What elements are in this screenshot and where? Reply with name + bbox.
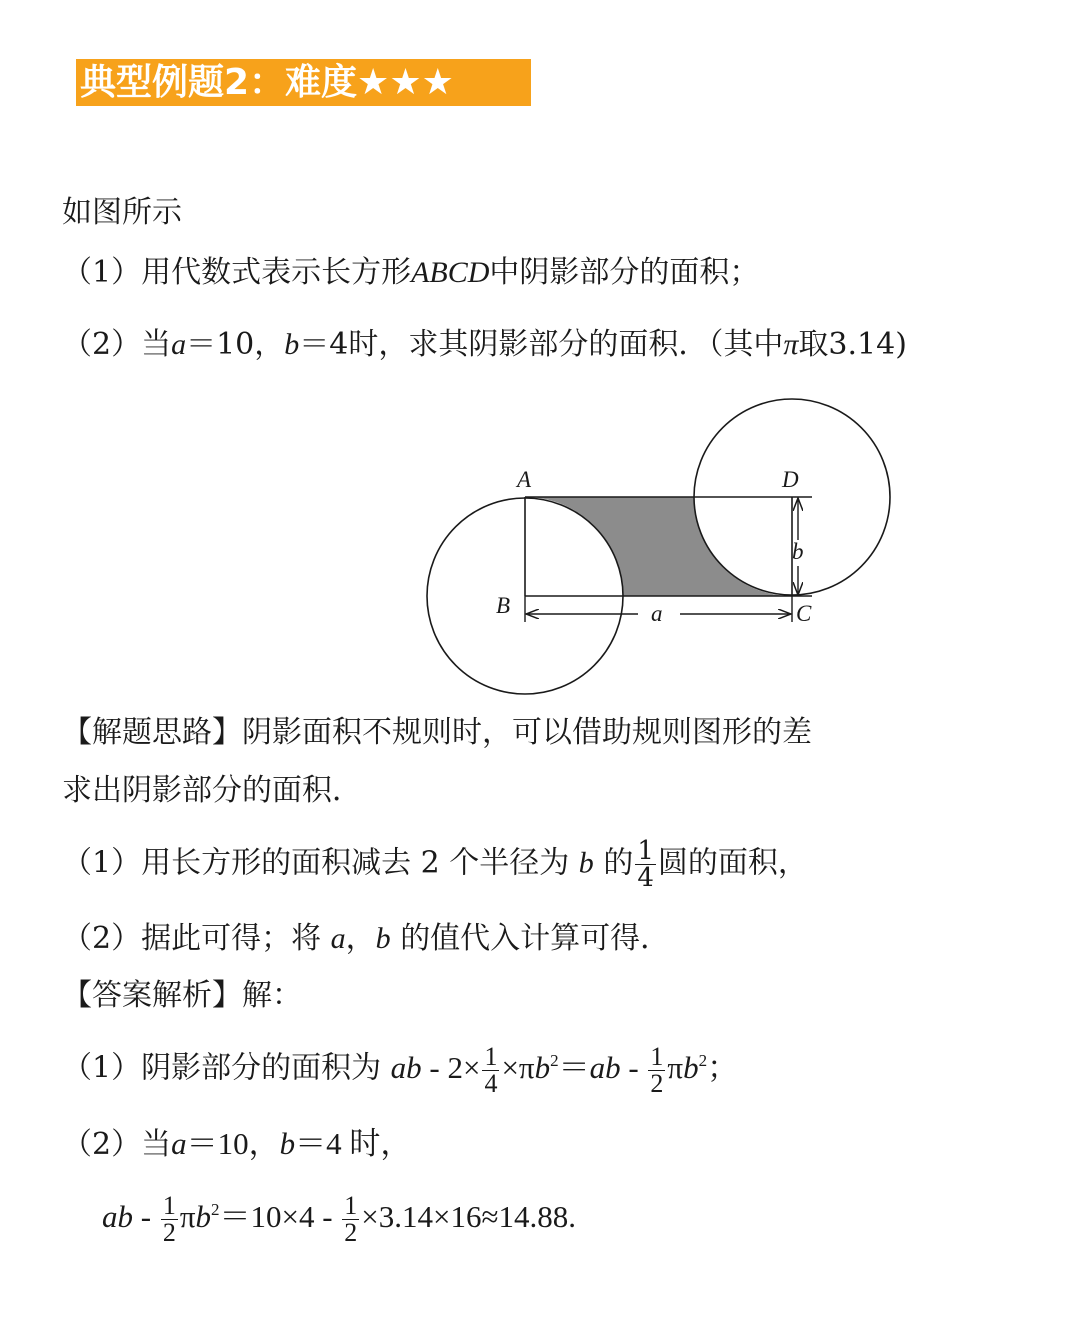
- answer-3: ab - $\frac{1}{2}$ $\pi b^2=10\times 4$ - $\frac{1}{2}$ ×3.14×16≈14.88.: [102, 1191, 577, 1247]
- label-length-b: b: [792, 539, 804, 564]
- answer-1: （1）阴影部分的面积为 ab - 2× $\frac{1}{4}$ $\times\pi b^2=ab$ - $\frac{1}{2}$ $\pi b^2$；: [62, 1042, 739, 1098]
- label-b-point: B: [496, 593, 511, 618]
- hint-step-2: （2）据此可得；将 a，b 的值代入计算可得．: [62, 921, 671, 956]
- label-c-point: C: [796, 601, 812, 626]
- example-title: 典型例题2：难度★★★: [80, 62, 454, 103]
- intro-text: 如图所示: [62, 195, 182, 230]
- fraction-quarter: $\frac{1}{4}$: [637, 836, 654, 893]
- label-length-a: a: [651, 601, 663, 626]
- question-2: （2）当a＝10，b＝4时，求其阴影部分的面积．（其中π取3.14): [62, 327, 907, 362]
- shaded-region: [525, 497, 792, 596]
- label-a-point: A: [517, 467, 532, 492]
- hint-line-2: 求出阴影部分的面积．: [62, 773, 362, 808]
- hint-step-1: （1）用长方形的面积减去 2 个半径为 b 的 $\frac{1}{4}$ 圆的面积，: [62, 836, 808, 893]
- rect-name: ABCD: [411, 256, 490, 289]
- label-d-point: D: [782, 467, 799, 492]
- hint-line-1: 【解题思路】阴影面积不规则时，可以借助规则图形的差: [62, 715, 812, 750]
- question-1: （1）用代数式表示长方形ABCD中阴影部分的面积；: [62, 255, 760, 290]
- answer-title: 【答案解析】解：: [62, 978, 302, 1013]
- answer-2: （2）当a＝10，b＝4 时，: [62, 1126, 412, 1162]
